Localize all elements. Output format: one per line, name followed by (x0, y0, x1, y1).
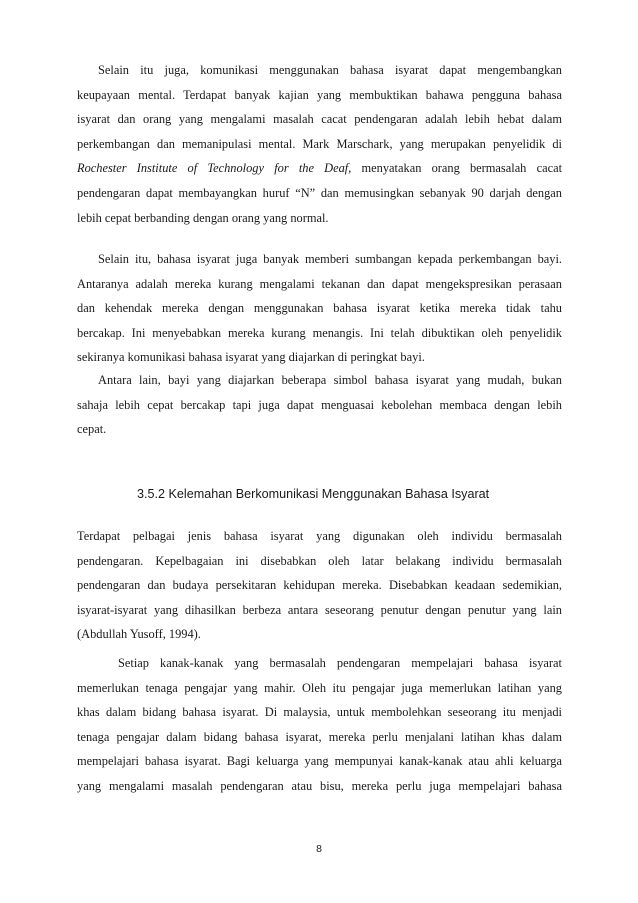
section-heading: 3.5.2 Kelemahan Berkomunikasi Menggunakan Bahasa Isyarat (137, 487, 490, 501)
paragraph-line: cepat. (77, 422, 107, 437)
paragraph-line-rest: , menyatakan orang bermasalah cacat (348, 161, 562, 176)
paragraph-line: keupayaan mental. Terdapat banyak kajian yang membuktikan bahawa pengguna bahasa (77, 87, 562, 102)
paragraph-line: perkembangan dan memanipulasi mental. Mark Marschark, yang merupakan penyelidik di (77, 136, 562, 151)
paragraph-line: tenaga pengajar dalam bidang bahasa isyarat, mereka perlu menjalani latihan khas dalam (77, 729, 562, 744)
paragraph-line: Setiap kanak-kanak yang bermasalah pendengaran mempelajari bahasa isyarat (118, 656, 562, 670)
paragraph-line: memerlukan tenaga pengajar yang mahir. Oleh itu pengajar juga memerlukan latihan yang (77, 680, 562, 695)
paragraph-4 (77, 524, 562, 647)
paragraph-line: bercakap. Ini menyebabkan mereka kurang menangis. Ini telah dibuktikan oleh penyelidik (77, 325, 562, 340)
paragraph-line: Selain itu juga, komunikasi menggunakan bahasa isyarat dapat mengembangkan (98, 63, 562, 77)
paragraph-line: sahaja lebih cepat bercakap tapi juga dapat menguasai kebolehan membaca dengan lebih (77, 397, 562, 412)
paragraph-3 (77, 368, 562, 442)
paragraph-line: yang mengalami masalah pendengaran atau bisu, mereka perlu juga mempelajari bahasa (77, 778, 562, 793)
page-number: 8 (316, 843, 322, 855)
paragraph-line: mempelajari bahasa isyarat. Bagi keluarga yang mempunyai kanak-kanak atau ahli keluarga (77, 754, 562, 769)
paragraph-1 (77, 58, 562, 230)
paragraph-line: isyarat dan orang yang mengalami masalah cacat pendengaran adalah lebih hebat dalam (77, 112, 562, 127)
institution-name: Rochester Institute of Technology for the Deaf (77, 161, 349, 176)
paragraph-line-with-institution (77, 156, 562, 181)
paragraph-line: (Abdullah Yusoff, 1994). (77, 627, 201, 642)
paragraph-line: pendengaran dan budaya persekitaran kehidupan mereka. Disebabkan keadaan sedemikian, (77, 578, 562, 593)
paragraph-line: sekiranya komunikasi bahasa isyarat yang diajarkan di peringkat bayi. (77, 350, 425, 365)
paragraph-5 (77, 651, 562, 799)
paragraph-line: Terdapat pelbagai jenis bahasa isyarat yang digunakan oleh individu bermasalah (77, 529, 562, 543)
paragraph-line: isyarat-isyarat yang dihasilkan berbeza antara seseorang penutur dengan penutur yang lain (77, 602, 562, 617)
paragraph-line: Antara lain, bayi yang diajarkan beberapa simbol bahasa isyarat yang mudah, bukan (98, 373, 562, 387)
paragraph-line: dan kehendak mereka dengan menggunakan bahasa isyarat ketika mereka tidak tahu (77, 301, 562, 316)
paragraph-line: pendengaran. Kepelbagaian ini disebabkan oleh latar belakang individu bermasalah (77, 553, 562, 568)
paragraph-line: khas dalam bidang bahasa isyarat. Di malaysia, untuk membolehkan seseorang itu menjadi (77, 705, 562, 720)
paragraph-line: Selain itu, bahasa isyarat juga banyak memberi sumbangan kepada perkembangan bayi. (98, 252, 562, 266)
paragraph-2 (77, 247, 562, 370)
paragraph-line: Antaranya adalah mereka kurang mengalami tekanan dan dapat mengekspresikan perasaan (77, 276, 562, 291)
paragraph-line: lebih cepat berbanding dengan orang yang normal. (77, 210, 329, 225)
paragraph-line: pendengaran dapat membayangkan huruf “N” dan memusingkan sebanyak 90 darjah dengan (77, 185, 562, 200)
